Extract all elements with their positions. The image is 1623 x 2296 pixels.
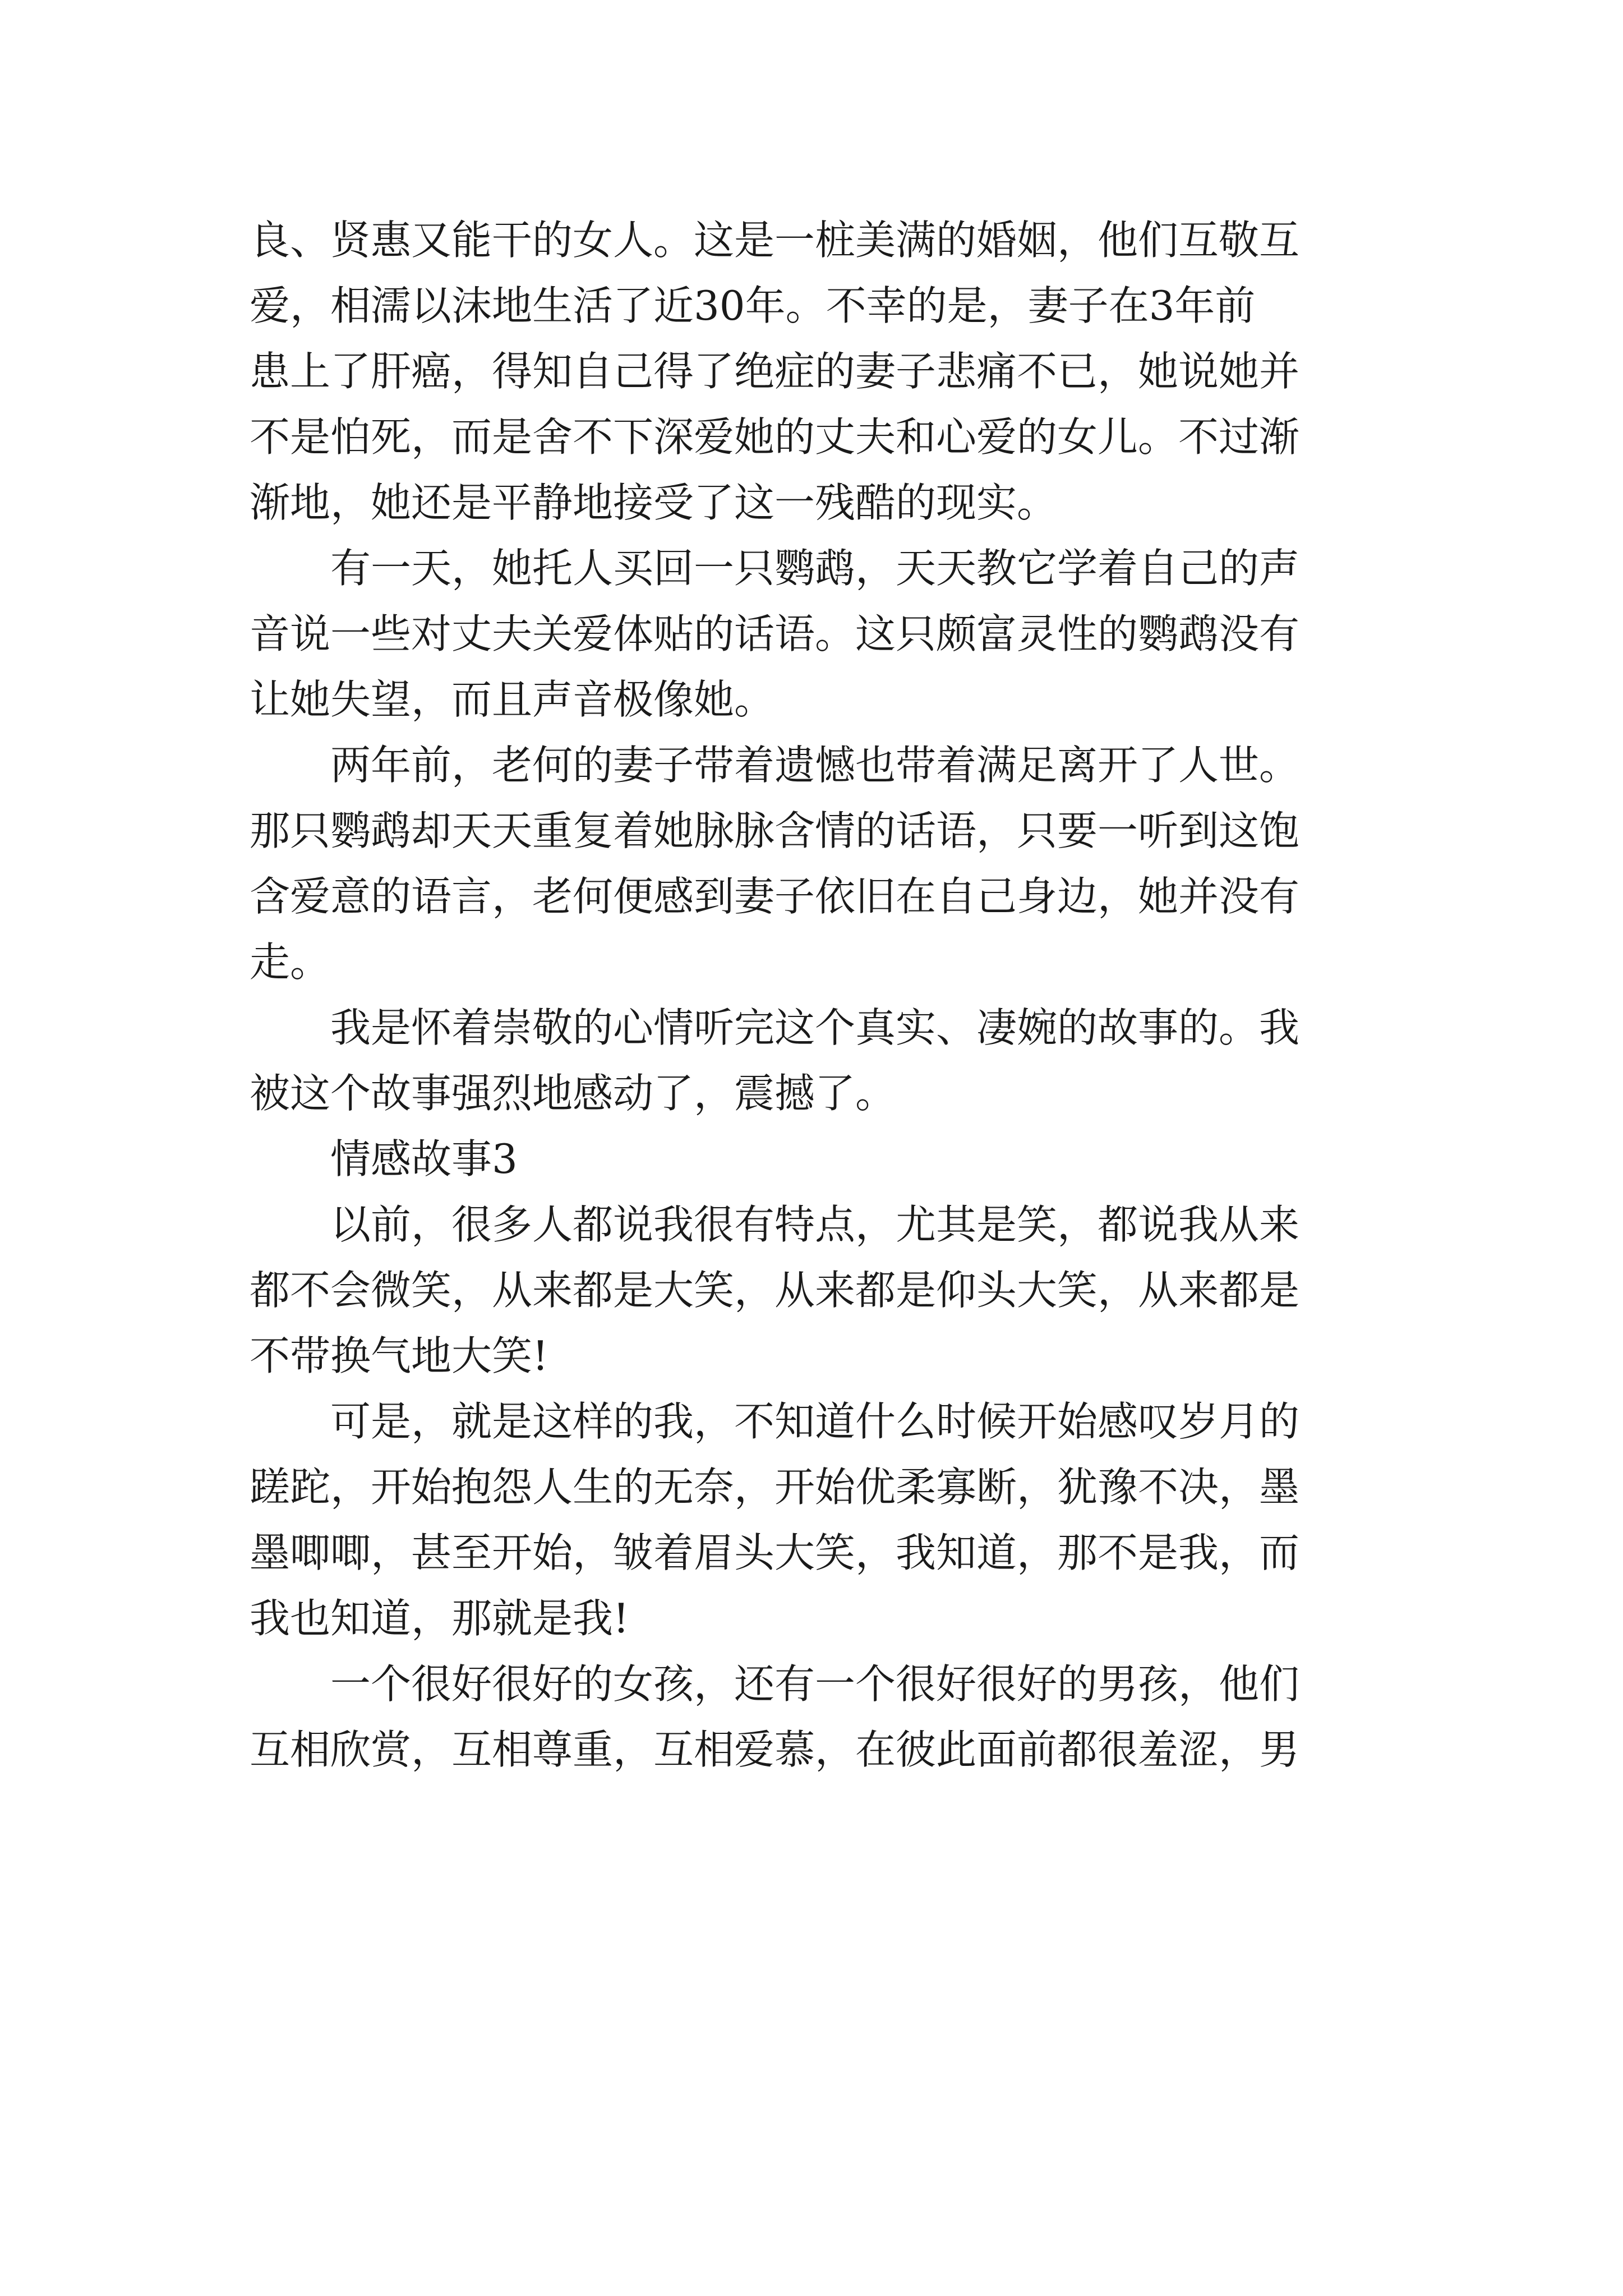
document-body — [250, 208, 1394, 1783]
paragraph-6 — [250, 1389, 1394, 1651]
section-heading — [250, 1126, 1394, 1192]
text-line: 不是怕死，而是舍不下深爱她的丈夫和心爱的女儿。不过渐 — [250, 413, 1300, 461]
text-line: 一个很好很好的女孩，还有一个很好很好的男孩，他们 — [330, 1660, 1300, 1708]
text-line: 墨唧唧，甚至开始，皱着眉头大笑，我知道，那不是我，而 — [250, 1529, 1300, 1576]
text-line: 不带换气地大笑! — [250, 1332, 548, 1379]
text-line: 互相欣赏，互相尊重，互相爱慕，在彼此面前都很羞涩，男 — [250, 1726, 1300, 1773]
paragraph-2 — [250, 536, 1394, 733]
text-line: 我也知道，那就是我! — [250, 1595, 629, 1642]
text-line: 良、贤惠又能干的女人。这是一桩美满的婚姻，他们互敬互 — [250, 217, 1300, 264]
text-line: 两年前，老何的妻子带着遗憾也带着满足离开了人世。 — [330, 742, 1300, 789]
text-line: 我是怀着崇敬的心情听完这个真实、凄婉的故事的。我 — [330, 1004, 1300, 1051]
section-heading-text: 情感故事3 — [330, 1135, 518, 1182]
text-line: 含爱意的语言，老何便感到妻子依旧在自己身边，她并没有 — [250, 873, 1300, 920]
paragraph-1 — [250, 208, 1394, 536]
text-line: 以前，很多人都说我很有特点，尤其是笑，都说我从来 — [330, 1201, 1300, 1248]
text-line: 被这个故事强烈地感动了，震撼了。 — [250, 1070, 896, 1117]
text-line: 爱，相濡以沫地生活了近30年。不幸的是，妻子在3年前 — [250, 282, 1256, 329]
paragraph-4 — [250, 995, 1394, 1126]
text-line: 患上了肝癌，得知自己得了绝症的妻子悲痛不已，她说她并 — [250, 348, 1300, 395]
paragraph-7 — [250, 1651, 1394, 1783]
paragraph-5 — [250, 1192, 1394, 1389]
text-line: 让她失望，而且声音极像她。 — [250, 676, 775, 723]
text-line: 走。 — [250, 938, 331, 986]
text-line: 蹉跎，开始抱怨人生的无奈，开始优柔寡断，犹豫不决，墨 — [250, 1464, 1300, 1511]
text-line: 音说一些对丈夫关爱体贴的话语。这只颇富灵性的鹦鹉没有 — [250, 610, 1300, 657]
text-line: 有一天，她托人买回一只鹦鹉，天天教它学着自己的声 — [330, 545, 1300, 592]
text-line: 可是，就是这样的我，不知道什么时候开始感叹岁月的 — [330, 1398, 1300, 1445]
text-line: 都不会微笑，从来都是大笑，从来都是仰头大笑，从来都是 — [250, 1267, 1300, 1314]
text-line: 渐地，她还是平静地接受了这一残酷的现实。 — [250, 479, 1058, 526]
paragraph-3 — [250, 733, 1394, 995]
text-line: 那只鹦鹉却天天重复着她脉脉含情的话语，只要一听到这饱 — [250, 807, 1300, 854]
